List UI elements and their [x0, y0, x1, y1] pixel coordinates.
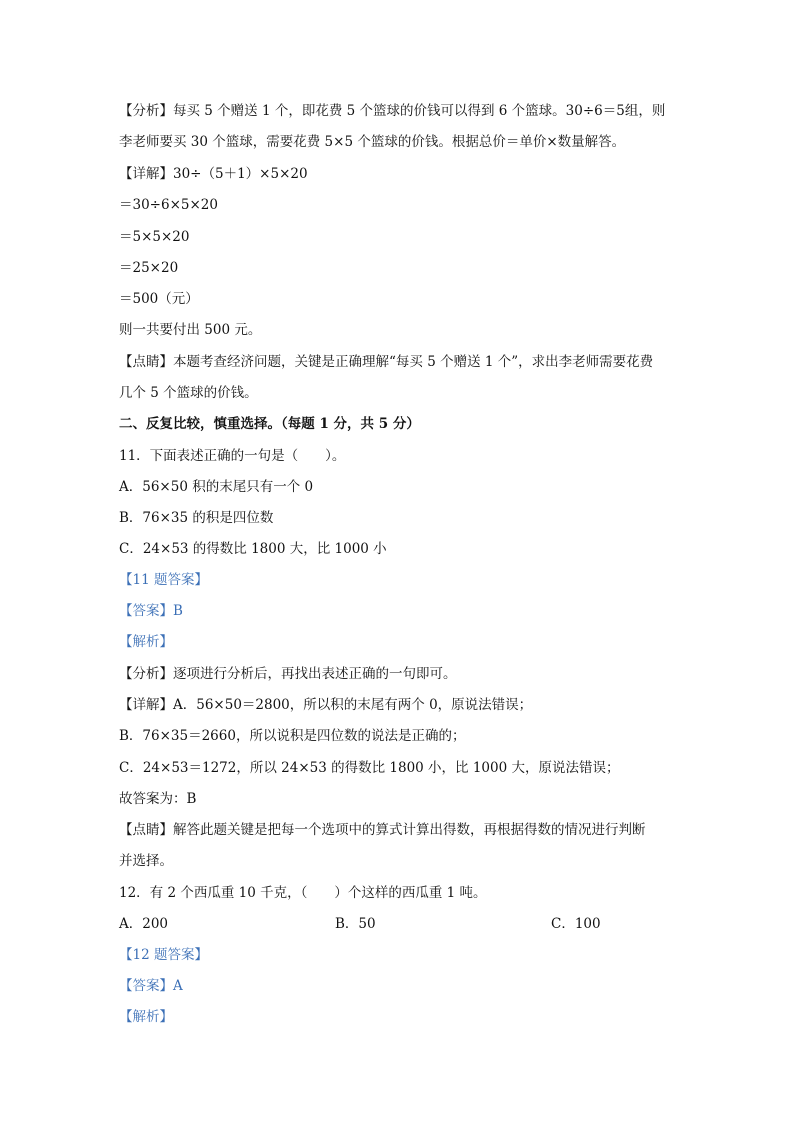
question-11: 11．下面表述正确的一句是（ ）。: [119, 448, 346, 464]
q11-detail-a: 【详解】A．56×50＝2800，所以积的末尾有两个 0，原说法错误；: [119, 697, 533, 713]
q11-comment-2: 并选择。: [119, 853, 173, 869]
analysis-line-1: 【分析】每买 5 个赠送 1 个，即花费 5 个篮球的价钱可以得到 6 个篮球。30÷6＝5组，则: [119, 103, 666, 119]
section-heading: 二、反复比较，慎重选择。（每题 1 分，共 5 分）: [119, 416, 420, 432]
detail-line-1: 【详解】30÷（5＋1）×5×20: [119, 166, 308, 182]
q12-answer-label: 【答案】A: [119, 978, 183, 994]
q12-answer-heading: 【12 题答案】: [119, 947, 208, 963]
q11-option-a: A．56×50 积的末尾只有一个 0: [119, 479, 314, 495]
q12-option-a: A．200: [119, 916, 169, 932]
analysis-line-2: 李老师要买 30 个篮球，需要花费 5×5 个篮球的价钱。根据总价＝单价×数量解答。: [119, 134, 626, 150]
comment-line-2: 几个 5 个篮球的价钱。: [119, 385, 258, 401]
q11-option-c: C．24×53 的得数比 1800 大，比 1000 小: [119, 541, 387, 557]
q11-answer-heading: 【11 题答案】: [119, 572, 208, 588]
q11-answer-label: 【答案】B: [119, 603, 183, 619]
q11-detail-c: C．24×53＝1272，所以 24×53 的得数比 1800 小，比 1000 大，原说法错误；: [119, 760, 620, 776]
q12-option-c: C．100: [551, 916, 601, 932]
q12-analysis-label: 【解析】: [119, 1009, 173, 1025]
calc-step-3: ＝25×20: [119, 260, 179, 276]
q11-analysis-label: 【解析】: [119, 634, 173, 650]
conclusion-line: 则一共要付出 500 元。: [119, 322, 262, 338]
q11-option-b: B．76×35 的积是四位数: [119, 510, 274, 526]
q11-comment-1: 【点睛】解答此题关键是把每一个选项中的算式计算出得数，再根据得数的情况进行判断: [119, 822, 646, 838]
q11-analysis: 【分析】逐项进行分析后，再找出表述正确的一句即可。: [119, 666, 457, 682]
calc-step-1: ＝30÷6×5×20: [119, 197, 218, 213]
q12-option-b: B．50: [335, 916, 376, 932]
comment-line-1: 【点睛】本题考查经济问题，关键是正确理解“每买 5 个赠送 1 个”，求出李老师需要花费: [119, 354, 654, 370]
question-12: 12．有 2 个西瓜重 10 千克，（ ）个这样的西瓜重 1 吨。: [119, 885, 487, 901]
calc-step-4: ＝500（元）: [119, 291, 199, 307]
q11-final-answer: 故答案为：B: [119, 791, 197, 807]
calc-step-2: ＝5×5×20: [119, 229, 190, 245]
q11-detail-b: B．76×35＝2660，所以说积是四位数的说法是正确的；: [119, 728, 466, 744]
